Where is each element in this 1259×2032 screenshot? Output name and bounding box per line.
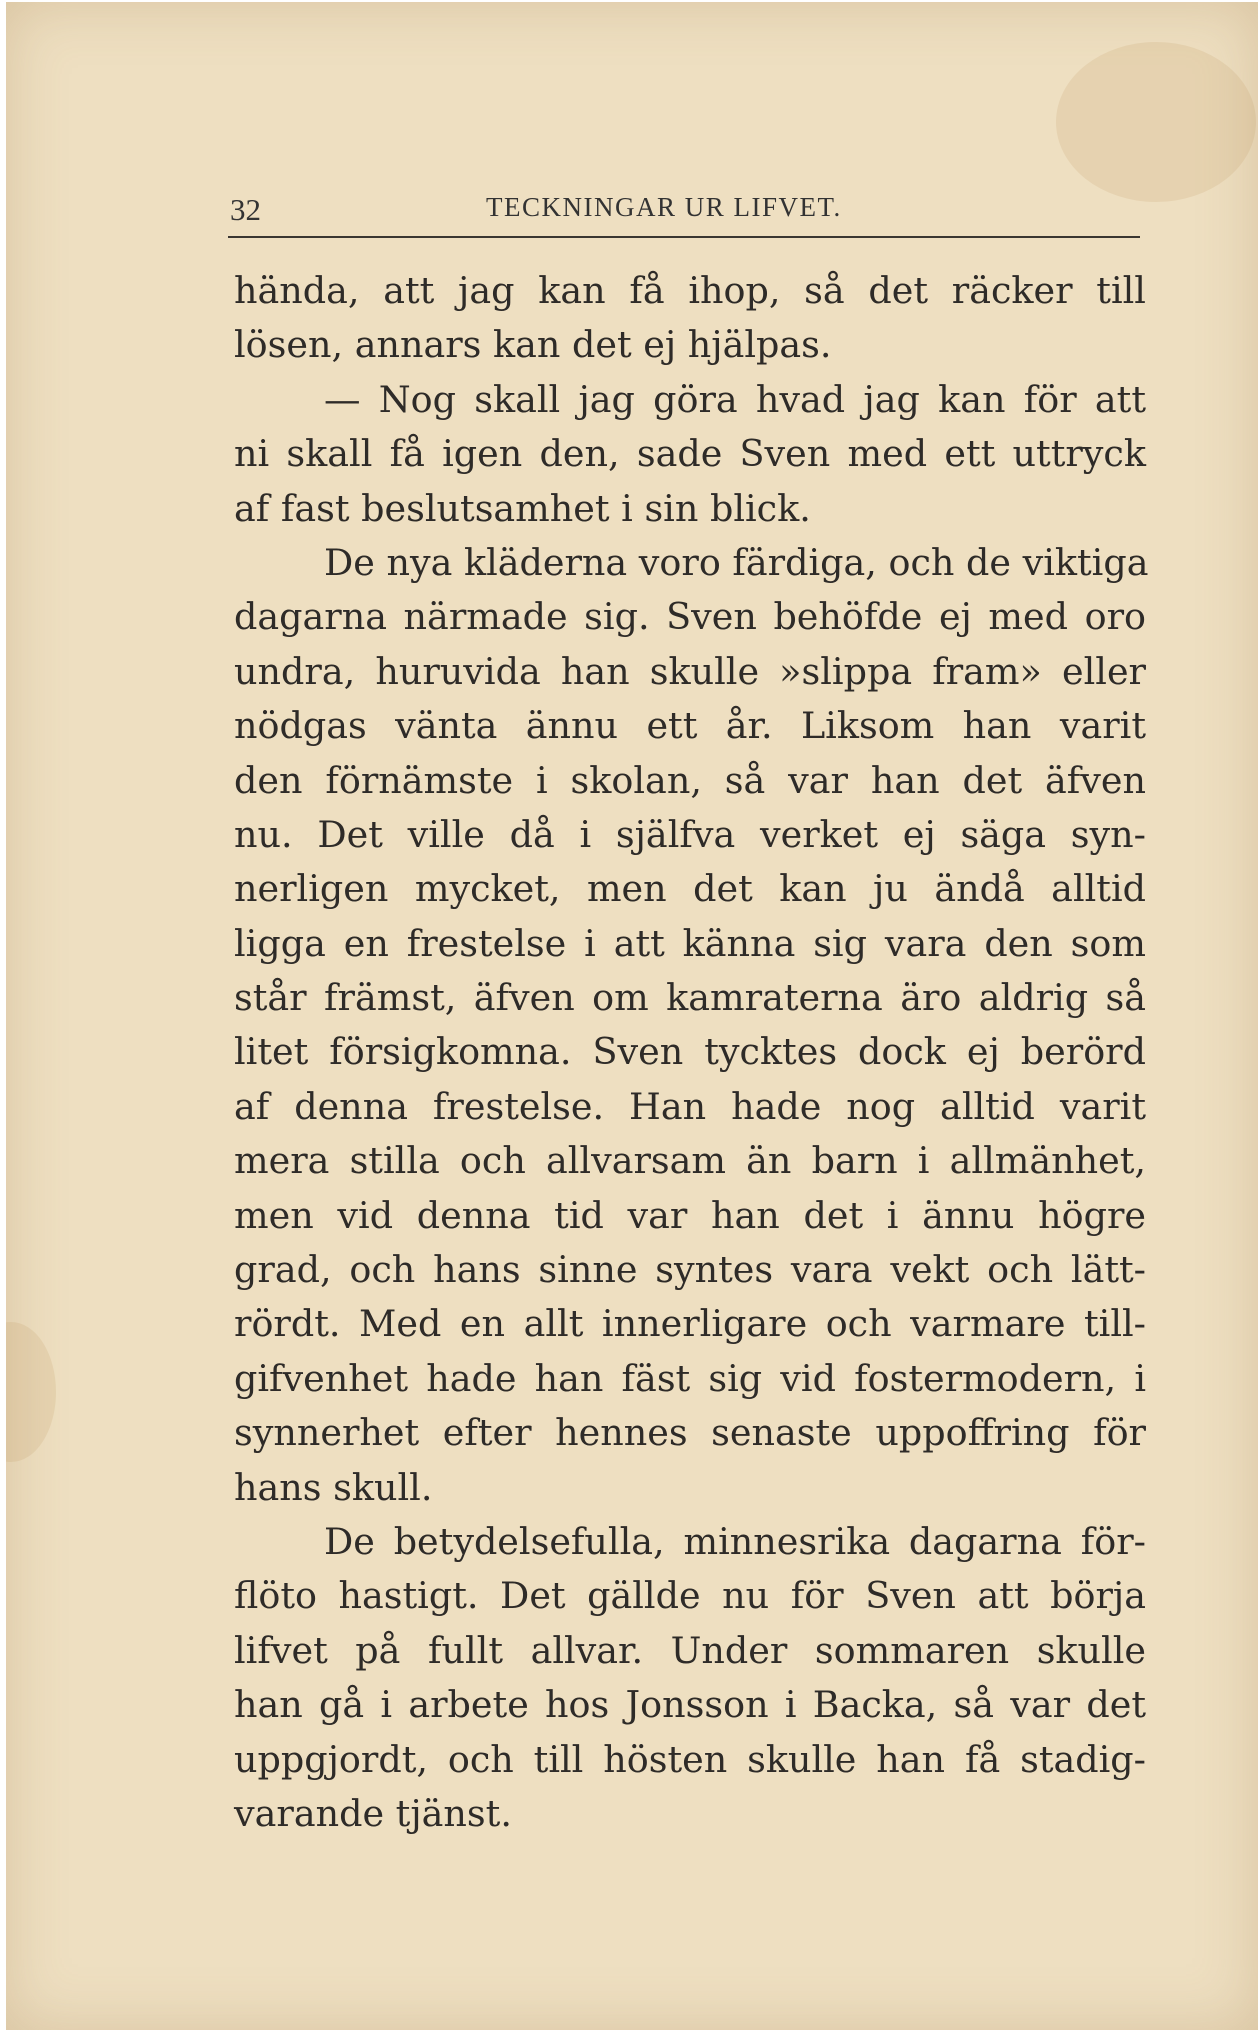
text-line: men vid denna tid var han det i ännu högre bbox=[234, 1193, 1146, 1237]
text-line: hans skull. bbox=[234, 1465, 433, 1509]
text-line: rördt. Med en allt innerligare och varmare till- bbox=[234, 1302, 1146, 1346]
text-line: lifvet på fullt allvar. Under sommaren skulle bbox=[234, 1628, 1146, 1672]
text-line: mera stilla och allvarsam än barn i allmänhet, bbox=[234, 1139, 1146, 1183]
text-line: undra, huruvida han skulle »slippa fram» eller bbox=[234, 649, 1146, 693]
text-line: den förnämste i skolan, så var han det äfven bbox=[234, 758, 1146, 802]
text-line: gifvenhet hade han fäst sig vid fostermodern, i bbox=[234, 1356, 1146, 1400]
book-page bbox=[6, 2, 1258, 2030]
text-line: nerligen mycket, men det kan ju ändå alltid bbox=[234, 867, 1146, 911]
text-line: grad, och hans sinne syntes vara vekt och lätt- bbox=[234, 1248, 1146, 1292]
text-line: dagarna närmade sig. Sven behöfde ej med oro bbox=[234, 595, 1146, 639]
paper-stain bbox=[6, 1322, 56, 1462]
text-line: ni skall få igen den, sade Sven med ett uttryck bbox=[234, 432, 1146, 476]
text-line: synnerhet efter hennes senaste uppoffring för bbox=[234, 1411, 1146, 1455]
paper-stain bbox=[1056, 42, 1256, 202]
text-line: nödgas vänta ännu ett år. Liksom han varit bbox=[234, 704, 1146, 748]
text-line: flöto hastigt. Det gällde nu för Sven att börja bbox=[234, 1574, 1146, 1618]
text-line: ligga en frestelse i att känna sig vara den som bbox=[234, 921, 1146, 965]
text-line: De betydelsefulla, minnesrika dagarna för- bbox=[324, 1519, 1146, 1563]
body-text bbox=[234, 264, 1149, 1841]
text-line: af fast beslutsamhet i sin blick. bbox=[234, 486, 811, 530]
text-line: De nya kläderna voro färdiga, och de viktiga bbox=[324, 540, 1149, 584]
page-number: 32 bbox=[230, 192, 261, 227]
text-line: hända, att jag kan få ihop, så det räcker till bbox=[234, 269, 1146, 312]
text-line: står främst, äfven om kamraterna äro aldrig så bbox=[234, 976, 1146, 1020]
text-line: litet försigkomna. Sven tycktes dock ej berörd bbox=[234, 1030, 1146, 1074]
text-line: varande tjänst. bbox=[234, 1791, 512, 1835]
text-line: lösen, annars kan det ej hjälpas. bbox=[234, 323, 832, 367]
text-line: nu. Det ville då i själfva verket ej säga syn- bbox=[234, 812, 1146, 856]
text-line: uppgjordt, och till hösten skulle han få stadig- bbox=[234, 1737, 1146, 1781]
running-title: TECKNINGAR UR LIFVET. bbox=[486, 192, 842, 222]
text-line: han gå i arbete hos Jonsson i Backa, så var det bbox=[234, 1683, 1146, 1727]
running-header bbox=[228, 182, 1140, 238]
text-line: — Nog skall jag göra hvad jag kan för att bbox=[324, 377, 1146, 421]
text-line: af denna frestelse. Han hade nog alltid varit bbox=[234, 1084, 1146, 1128]
